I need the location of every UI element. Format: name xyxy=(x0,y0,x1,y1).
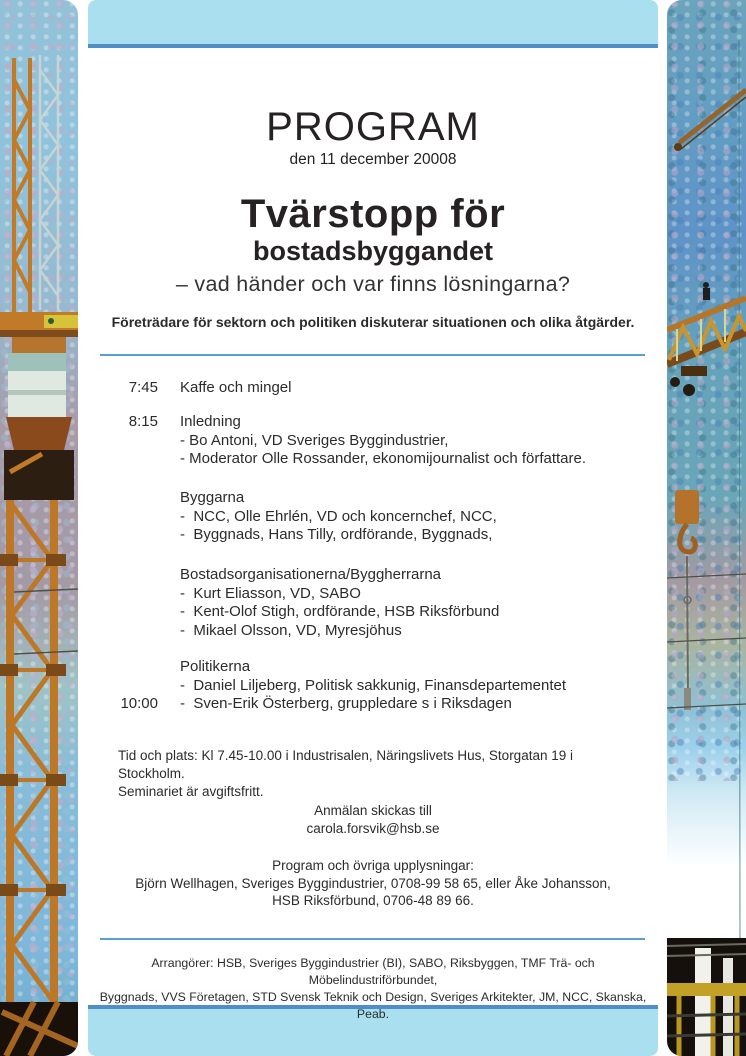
schedule-row xyxy=(88,603,658,622)
schedule-time xyxy=(88,566,158,585)
schedule-list xyxy=(88,379,658,714)
venue-line1: Tid och plats: Kl 7.45-10.00 i Industrisalen, Näringslivets Hus, Storgatan 19 i Stockholm. xyxy=(118,748,573,781)
schedule-row xyxy=(88,566,658,585)
separator-line-top xyxy=(100,354,645,356)
top-blue-band xyxy=(88,0,658,48)
schedule-time xyxy=(88,508,158,527)
crane-tower-illustration xyxy=(0,0,78,1056)
intro-text: Företrädare för sektorn och politiken diskuterar situationen och olika åtgärder. xyxy=(111,314,635,330)
schedule-row xyxy=(88,379,658,398)
schedule-time xyxy=(88,432,158,451)
schedule-time xyxy=(88,622,158,641)
organizers-line2: Byggnads, VVS Företagen, STD Svensk Teknik och Design, Sveriges Arkitekter, JM, NCC, Skanska, Peab. xyxy=(99,990,647,1021)
schedule-row xyxy=(88,450,658,469)
venue-details xyxy=(118,747,638,801)
schedule-row xyxy=(88,489,658,508)
schedule-text: - Kurt Eliasson, VD, SABO xyxy=(180,584,361,602)
schedule-row xyxy=(88,585,658,604)
schedule-time xyxy=(88,658,158,677)
schedule-row xyxy=(88,695,658,714)
organizers-block xyxy=(88,955,658,1023)
left-photo-strip xyxy=(0,0,78,1056)
schedule-text: - Mikael Olsson, VD, Myresjöhus xyxy=(180,621,402,639)
venue-line2: Seminariet är avgiftsfritt. xyxy=(118,784,264,799)
schedule-text: - Kent-Olof Stigh, ordförande, HSB Riksförbund xyxy=(180,603,500,620)
schedule-row xyxy=(88,658,658,677)
schedule-row xyxy=(88,526,658,545)
schedule-text: Kaffe och mingel xyxy=(180,379,292,396)
schedule-row xyxy=(88,677,658,696)
registration-block xyxy=(88,802,658,837)
headline-line1: Tvärstopp för xyxy=(240,192,506,236)
schedule-text: - Byggnads, Hans Tilly, ordförande, Byggnads, xyxy=(180,526,493,543)
headline-line2: bostadsbyggandet xyxy=(252,236,494,266)
schedule-text: - Bo Antoni, VD Sveriges Byggindustrier, xyxy=(180,431,449,449)
schedule-text: Inledning xyxy=(180,413,241,430)
separator-line-bottom xyxy=(100,938,645,940)
schedule-text: - Sven-Erik Österberg, gruppledare s i Riksdagen xyxy=(180,695,512,712)
contact-block xyxy=(88,857,658,910)
crane-jib-illustration xyxy=(667,0,746,1056)
schedule-time xyxy=(88,585,158,604)
schedule-time xyxy=(88,450,158,469)
schedule-row xyxy=(88,622,658,641)
schedule-text: Politikerna xyxy=(180,658,251,675)
schedule-time xyxy=(88,526,158,545)
schedule-time xyxy=(88,677,158,696)
schedule-time xyxy=(88,603,158,622)
contact-line2: Björn Wellhagen, Sveriges Byggindustrier, 0708-99 58 65, eller Åke Johansson, xyxy=(135,875,611,891)
content-panel xyxy=(88,0,658,1056)
schedule-row xyxy=(88,508,658,527)
page-title: PROGRAM xyxy=(266,105,480,149)
schedule-time: 7:45 xyxy=(128,379,158,396)
schedule-text: - Moderator Olle Rossander, ekonomijournalist och författare. xyxy=(180,450,587,467)
schedule-text: Bostadsorganisationerna/Byggherrarna xyxy=(180,566,441,583)
registration-label: Anmälan skickas till xyxy=(314,803,432,818)
schedule-time: 10:00 xyxy=(120,695,158,712)
registration-email: carola.forsvik@hsb.se xyxy=(306,820,440,836)
organizers-line1: Arrangörer: HSB, Sveriges Byggindustrier (BI), SABO, Riksbyggen, TMF Trä- och Möbelindustriförbundet, xyxy=(151,956,595,987)
contact-line3: HSB Riksförbund, 0706-48 89 66. xyxy=(272,893,474,908)
schedule-time xyxy=(88,489,158,508)
headline-subtitle: – vad händer och var finns lösningarna? xyxy=(175,272,571,296)
event-date: den 11 december 20008 xyxy=(289,151,457,168)
schedule-text: - Daniel Liljeberg, Politisk sakkunig, Finansdepartementet xyxy=(180,676,567,694)
schedule-text: - NCC, Olle Ehrlén, VD och koncernchef, NCC, xyxy=(180,507,497,525)
schedule-row xyxy=(88,413,658,432)
right-photo-strip xyxy=(667,0,746,1056)
contact-line1: Program och övriga upplysningar: xyxy=(272,858,474,873)
schedule-row xyxy=(88,432,658,451)
schedule-time: 8:15 xyxy=(128,413,158,430)
schedule-text: Byggarna xyxy=(180,489,245,506)
